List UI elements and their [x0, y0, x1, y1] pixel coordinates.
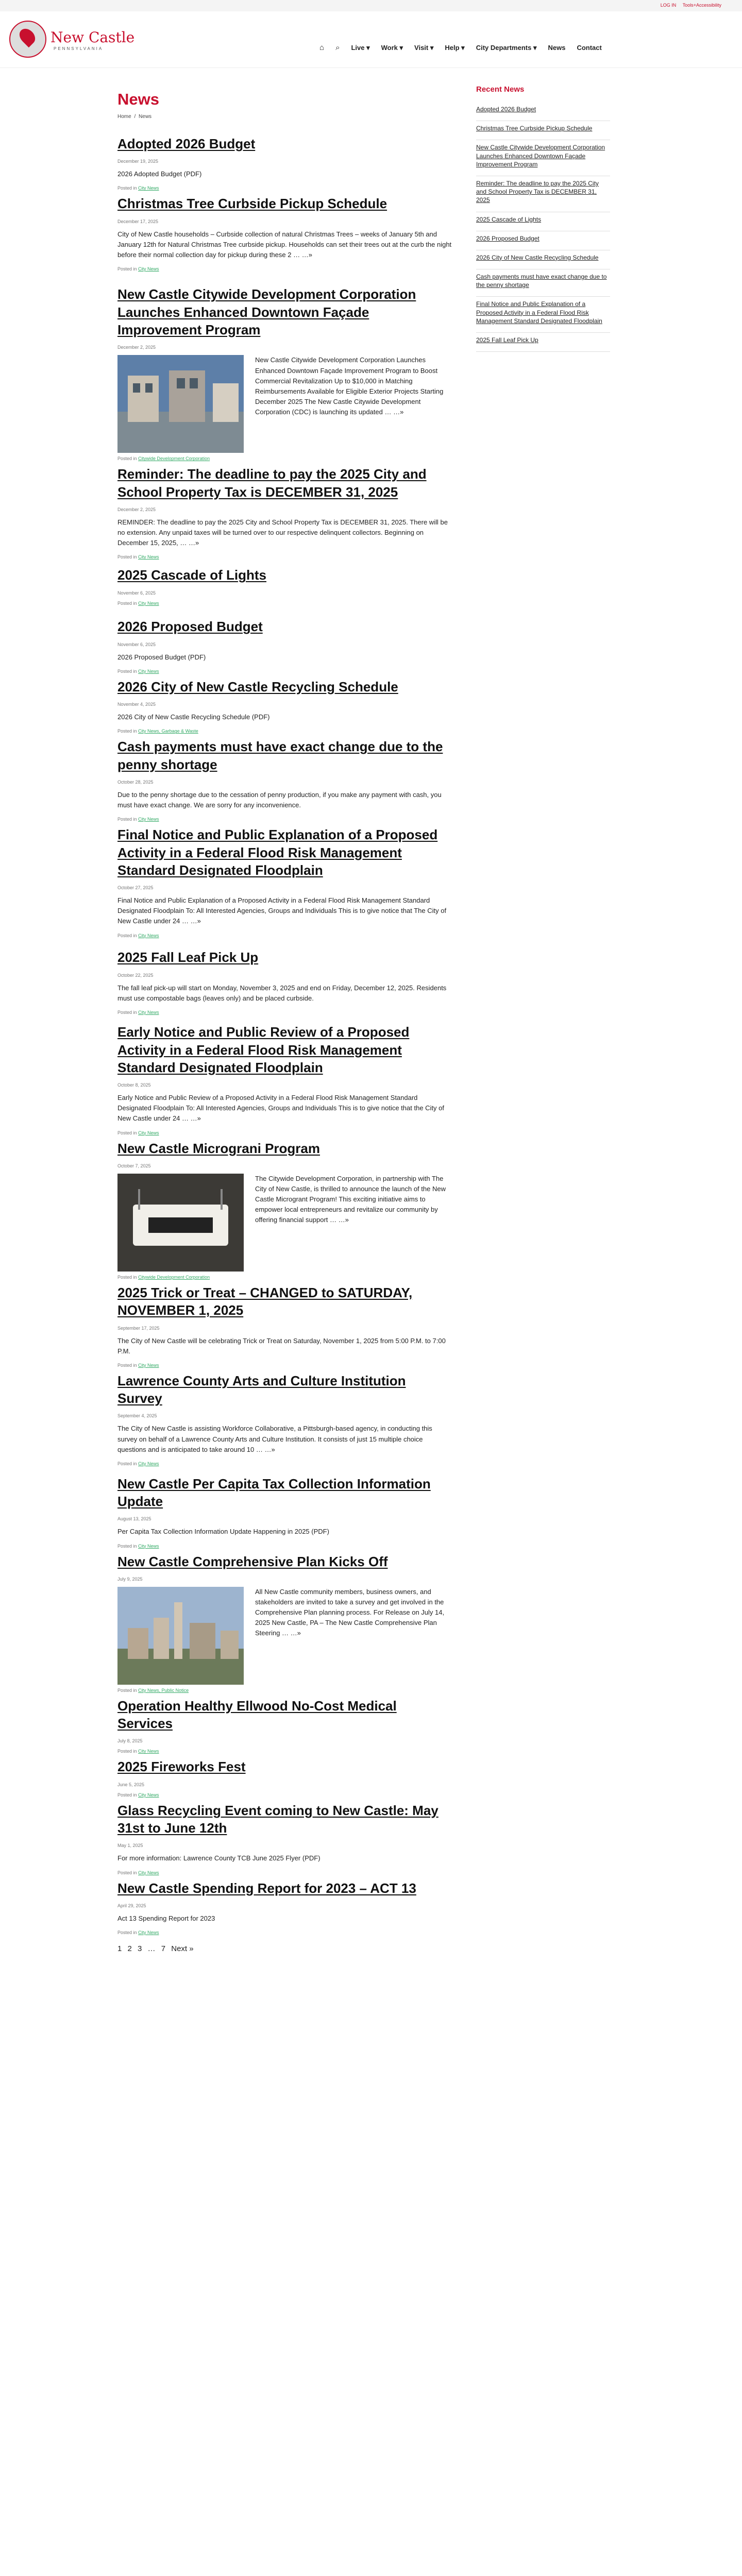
nav-help[interactable]: Help ▾: [445, 43, 465, 52]
news-post: [117, 195, 452, 285]
post-date: November 6, 2025: [117, 641, 156, 647]
post-excerpt: The City of New Castle is assisting Workforce Collaborative, a Pittsburgh-based agency, in conducting this survey on behalf of a Lawrence County Arts and Culture Institution. It consists of just 15 multiple choice questions and is anticipated to take around 10 … …»: [117, 1425, 432, 1453]
sidebar-news-item[interactable]: Reminder: The deadline to pay the 2025 City and School Property Tax is DECEMBER 31, 2025: [476, 176, 610, 212]
post-date: December 19, 2025: [117, 159, 159, 164]
sidebar-title: Recent News: [476, 85, 525, 94]
post-excerpt: Per Capita Tax Collection Information Update Happening in 2025 (PDF): [117, 1528, 329, 1536]
category-link[interactable]: City News: [138, 1543, 159, 1549]
category-link[interactable]: City News: [138, 1461, 159, 1466]
pagination: [117, 1944, 452, 1953]
post-date: November 6, 2025: [117, 590, 156, 596]
category-link[interactable]: City News: [138, 1870, 159, 1875]
post-title[interactable]: New Castle Comprehensive Plan Kicks Off: [117, 1553, 388, 1569]
post-title[interactable]: Operation Healthy Ellwood No-Cost Medical Services: [117, 1698, 397, 1732]
category-link[interactable]: City News: [138, 933, 159, 938]
posted-in-label: Posted in: [117, 1009, 137, 1015]
category-link[interactable]: City News: [138, 1362, 159, 1368]
post-category: [117, 1749, 452, 1754]
post-category: [117, 554, 452, 560]
post-title[interactable]: Lawrence County Arts and Culture Institution Survey: [117, 1372, 406, 1406]
sidebar-news-item[interactable]: 2025 Cascade of Lights: [476, 212, 610, 231]
posted-in-label: Posted in: [117, 554, 137, 560]
site-name: New Castle: [50, 29, 135, 46]
post-excerpt: The fall leaf pick-up will start on Monday, November 3, 2025 and end on Friday, December 12, 2025. Residents must use compostable bags (leaves only) and be placed curbside.: [117, 984, 447, 1002]
post-excerpt: Due to the penny shortage due to the cessation of penny production, if you make any payment with cash, you must have exact change. We are sorry for any inconvenience.: [117, 790, 442, 809]
post-category: [117, 601, 452, 606]
post-category: [117, 1870, 452, 1875]
posted-in-label: Posted in: [117, 1461, 137, 1466]
post-category: [117, 1275, 452, 1280]
site-logo[interactable]: [9, 20, 135, 61]
news-post: [117, 826, 452, 948]
post-excerpt: 2026 Proposed Budget (PDF): [117, 653, 206, 661]
posted-in-label: Posted in: [117, 456, 137, 462]
post-category: [117, 185, 452, 191]
posted-in-label: Posted in: [117, 1130, 137, 1136]
page-ellipsis: …: [147, 1944, 156, 1954]
posted-in-label: Posted in: [117, 1687, 137, 1693]
login-link[interactable]: LOG IN: [660, 3, 677, 8]
nav-city-departments-label: City Departments: [476, 43, 532, 52]
sidebar-news-item[interactable]: Christmas Tree Curbside Pickup Schedule: [476, 121, 610, 140]
post-date: October 7, 2025: [117, 1163, 151, 1168]
category-link[interactable]: Citywide Development Corporation: [138, 456, 210, 462]
post-title[interactable]: New Castle Micrograni Program: [117, 1140, 320, 1156]
post-excerpt: For more information: Lawrence County TCB June 2025 Flyer (PDF): [117, 1854, 321, 1862]
post-excerpt: The Citywide Development Corporation, in partnership with The City of New Castle, is thrilled to announce the launch of the New Castle Microgrant Program! This exciting initiative aims to empower local entrepreneurs and revitalize our community by offering financial support … …»: [255, 1174, 446, 1224]
post-date: October 28, 2025: [117, 779, 154, 785]
post-title[interactable]: 2025 Trick or Treat – CHANGED to SATURDAY, NOVEMBER 1, 2025: [117, 1284, 413, 1318]
utility-links: [655, 3, 721, 8]
post-category: [117, 1544, 452, 1549]
post-excerpt: Act 13 Spending Report for 2023: [117, 1914, 215, 1922]
sidebar-news-item[interactable]: 2025 Fall Leaf Pick Up: [476, 333, 610, 352]
accessibility-link[interactable]: Tools+Accessibility: [682, 3, 721, 8]
nav-work[interactable]: Work ▾: [381, 43, 403, 52]
post-date: September 4, 2025: [117, 1413, 157, 1419]
post-category: [117, 1461, 452, 1466]
category-link[interactable]: City News: [138, 1930, 159, 1936]
news-post: [117, 1879, 452, 1939]
page-2[interactable]: 2: [127, 1944, 132, 1954]
sidebar-news-item[interactable]: Adopted 2026 Budget: [476, 102, 610, 121]
post-excerpt: City of New Castle households – Curbside collection of natural Christmas Trees – weeks of January 5th and January 12th for Natural Christmas Tree curbside pickup. Households can set their trees out at the curb the night before their normal collection day for pickup during these 2 … …»: [117, 230, 452, 259]
category-link[interactable]: City News: [138, 1749, 159, 1754]
news-post: [117, 1140, 452, 1284]
news-post: [117, 285, 452, 465]
category-link[interactable]: City News, Garbage & Waste: [138, 728, 198, 734]
post-category: [117, 1010, 452, 1015]
news-post: [117, 1697, 452, 1758]
news-post: [117, 948, 452, 1023]
post-date: September 17, 2025: [117, 1325, 160, 1331]
post-title[interactable]: 2025 Cascade of Lights: [117, 567, 266, 583]
post-excerpt: REMINDER: The deadline to pay the 2025 City and School Property Tax is DECEMBER 31, 2025. There will be no extension. Any unpaid taxes will be turned over to our respective delinquent collectors. Beginning on December 15, 2025, … …»: [117, 518, 448, 547]
news-post: [117, 1372, 452, 1475]
post-title[interactable]: Christmas Tree Curbside Pickup Schedule: [117, 196, 387, 212]
breadcrumb-current: News: [139, 114, 152, 120]
post-date: April 29, 2025: [117, 1903, 146, 1908]
posted-in-label: Posted in: [117, 668, 137, 674]
category-link[interactable]: City News: [138, 668, 159, 674]
nav-visit[interactable]: Visit ▾: [414, 43, 434, 52]
post-category: [117, 456, 452, 461]
post-excerpt: New Castle Citywide Development Corporation Launches Enhanced Downtown Façade Improvement Program to Boost Commercial Revitalization Up to $10,000 in Matching Reimbursements Available for Eligible Exterior Projects Starting December 2025 The New Castle Citywide Development Corporation (CDC) is launching its updated … …»: [255, 356, 444, 416]
posted-in-label: Posted in: [117, 600, 137, 606]
post-date: June 5, 2025: [117, 1782, 145, 1787]
news-post: [117, 678, 452, 738]
post-thumbnail[interactable]: [117, 355, 244, 453]
category-link[interactable]: City News: [138, 554, 159, 560]
post-category: [117, 1930, 452, 1935]
post-excerpt: Early Notice and Public Review of a Proposed Activity in a Federal Flood Risk Management Standard Designated Floodplain To: All Interested Agencies, Groups and Individuals This is to give notice that the City of New Castle under 24 … …»: [117, 1094, 445, 1123]
post-category: [117, 817, 452, 822]
post-date: October 27, 2025: [117, 885, 154, 891]
post-excerpt: All New Castle community members, business owners, and stakeholders are invited to take a survey and get involved in the Comprehensive Plan planning process. For Release on July 14, 2025 New Castle, PA – The New Castle Comprehensive Plan Steering … …»: [255, 1587, 445, 1637]
nav-help-label: Help: [445, 43, 460, 52]
post-date: December 2, 2025: [117, 345, 156, 350]
home-icon[interactable]: ⌂: [319, 43, 325, 52]
post-thumbnail[interactable]: [117, 1587, 244, 1685]
post-excerpt: 2026 Adopted Budget (PDF): [117, 170, 202, 178]
post-title[interactable]: New Castle Spending Report for 2023 – ACT 13: [117, 1880, 416, 1896]
nav-live[interactable]: Live ▾: [351, 43, 370, 52]
post-category: [117, 266, 452, 272]
post-title[interactable]: Early Notice and Public Review of a Proposed Activity in a Federal Flood Risk Management Standard Designated Floodplain: [117, 1024, 410, 1075]
site-subtitle: PENNSYLVANIA: [54, 46, 104, 51]
post-date: May 1, 2025: [117, 1843, 143, 1849]
post-title[interactable]: Reminder: The deadline to pay the 2025 City and School Property Tax is DECEMBER 31, 2025: [117, 466, 427, 500]
breadcrumb-home[interactable]: Home: [117, 114, 131, 120]
posted-in-label: Posted in: [117, 817, 137, 822]
post-title[interactable]: Glass Recycling Event coming to New Castle: May 31st to June 12th: [117, 1802, 439, 1836]
category-link[interactable]: City News: [138, 1130, 159, 1136]
post-category: [117, 933, 452, 938]
news-post: [117, 1758, 452, 1801]
category-link[interactable]: City News: [138, 600, 159, 606]
search-icon[interactable]: ⌕: [335, 43, 340, 52]
post-date: December 2, 2025: [117, 507, 156, 513]
category-link[interactable]: City News: [138, 817, 159, 822]
posted-in-label: Posted in: [117, 1362, 137, 1368]
sidebar-news-item[interactable]: Cash payments must have exact change due to the penny shortage: [476, 269, 610, 297]
page-1[interactable]: 1: [117, 1944, 122, 1954]
news-post: [117, 1802, 452, 1879]
nav-city-departments[interactable]: City Departments ▾: [476, 43, 537, 52]
post-category: [117, 728, 452, 734]
post-date: July 9, 2025: [117, 1576, 143, 1582]
sidebar-list: [476, 102, 610, 352]
page-title: News: [117, 90, 159, 108]
posted-in-label: Posted in: [117, 266, 137, 272]
main-nav: [319, 43, 602, 52]
post-title[interactable]: 2025 Fall Leaf Pick Up: [117, 950, 259, 965]
post-excerpt: The City of New Castle will be celebrating Trick or Treat on Saturday, November 1, 2025 from 5:00 P.M. to 7:00 P.M.: [117, 1336, 446, 1355]
breadcrumb-separator: /: [134, 114, 136, 120]
posted-in-label: Posted in: [117, 185, 137, 191]
post-category: [117, 1792, 452, 1798]
sidebar-news-item[interactable]: New Castle Citywide Development Corporation Launches Enhanced Downtown Façade Improvement Program: [476, 140, 610, 176]
post-thumbnail[interactable]: [117, 1174, 244, 1272]
breadcrumb: [117, 114, 452, 120]
posted-in-label: Posted in: [117, 728, 137, 734]
nav-live-label: Live: [351, 43, 365, 52]
news-post: [117, 1023, 452, 1139]
posted-in-label: Posted in: [117, 933, 137, 938]
news-post: [117, 1475, 452, 1553]
post-title[interactable]: 2026 Proposed Budget: [117, 619, 263, 635]
nav-visit-label: Visit: [414, 43, 429, 52]
post-title[interactable]: 2025 Fireworks Fest: [117, 1759, 246, 1775]
post-title[interactable]: Adopted 2026 Budget: [117, 136, 256, 151]
next-page[interactable]: Next »: [171, 1944, 194, 1954]
news-post: [117, 738, 452, 826]
posted-in-label: Posted in: [117, 1274, 137, 1280]
category-link[interactable]: Citywide Development Corporation: [138, 1274, 210, 1280]
category-link[interactable]: City News: [138, 266, 159, 272]
post-category: [117, 1688, 452, 1693]
main-content: [117, 90, 452, 1953]
post-title[interactable]: Cash payments must have exact change due to the penny shortage: [117, 739, 443, 772]
news-post: [117, 618, 452, 677]
posted-in-label: Posted in: [117, 1930, 137, 1936]
sidebar-news-item[interactable]: 2026 Proposed Budget: [476, 231, 610, 250]
post-date: August 13, 2025: [117, 1516, 151, 1522]
site-header: [0, 11, 742, 68]
post-category: [117, 1363, 452, 1368]
post-excerpt: 2026 City of New Castle Recycling Schedule (PDF): [117, 713, 270, 721]
nav-contact[interactable]: Contact: [577, 44, 602, 52]
sidebar-news-item[interactable]: Final Notice and Public Explanation of a Proposed Activity in a Federal Flood Risk Management Standard Designated Floodplain: [476, 297, 610, 333]
page-3[interactable]: 3: [138, 1944, 142, 1954]
news-post: [117, 135, 452, 195]
post-date: October 8, 2025: [117, 1082, 151, 1088]
post-category: [117, 1130, 452, 1136]
utility-bar: [0, 0, 742, 11]
post-excerpt: Final Notice and Public Explanation of a Proposed Activity in a Federal Flood Risk Management Standard Designated Floodplain To: All Interested Agencies, Groups and Individuals This is to give notice that The City of New Castle under 24 … …»: [117, 896, 447, 925]
post-date: November 4, 2025: [117, 702, 156, 707]
category-link[interactable]: City News: [138, 1009, 159, 1015]
news-post: [117, 465, 452, 566]
post-title[interactable]: New Castle Per Capita Tax Collection Information Update: [117, 1476, 431, 1510]
sidebar-news-item[interactable]: 2026 City of New Castle Recycling Schedule: [476, 250, 610, 269]
post-date: December 17, 2025: [117, 218, 159, 224]
news-post: [117, 1284, 452, 1372]
post-title[interactable]: New Castle Citywide Development Corporation Launches Enhanced Downtown Façade Improvement Program: [117, 286, 416, 338]
category-link[interactable]: City News, Public Notice: [138, 1687, 189, 1693]
post-date: October 22, 2025: [117, 972, 154, 978]
posted-in-label: Posted in: [117, 1792, 137, 1798]
nav-news[interactable]: News: [548, 44, 566, 52]
category-link[interactable]: City News: [138, 185, 159, 191]
page-7[interactable]: 7: [161, 1944, 166, 1954]
post-title[interactable]: Final Notice and Public Explanation of a Proposed Activity in a Federal Flood Risk Management Standard Designated Floodplain: [117, 827, 438, 878]
category-link[interactable]: City News: [138, 1792, 159, 1798]
posted-in-label: Posted in: [117, 1749, 137, 1754]
sidebar: [476, 85, 610, 352]
nav-work-label: Work: [381, 43, 398, 52]
post-date: July 8, 2025: [117, 1738, 143, 1744]
news-post: [117, 566, 452, 618]
posted-in-label: Posted in: [117, 1543, 137, 1549]
post-title[interactable]: 2026 City of New Castle Recycling Schedule: [117, 679, 398, 694]
news-post: [117, 1553, 452, 1697]
post-list: [117, 135, 452, 1939]
post-category: [117, 669, 452, 674]
posted-in-label: Posted in: [117, 1870, 137, 1875]
